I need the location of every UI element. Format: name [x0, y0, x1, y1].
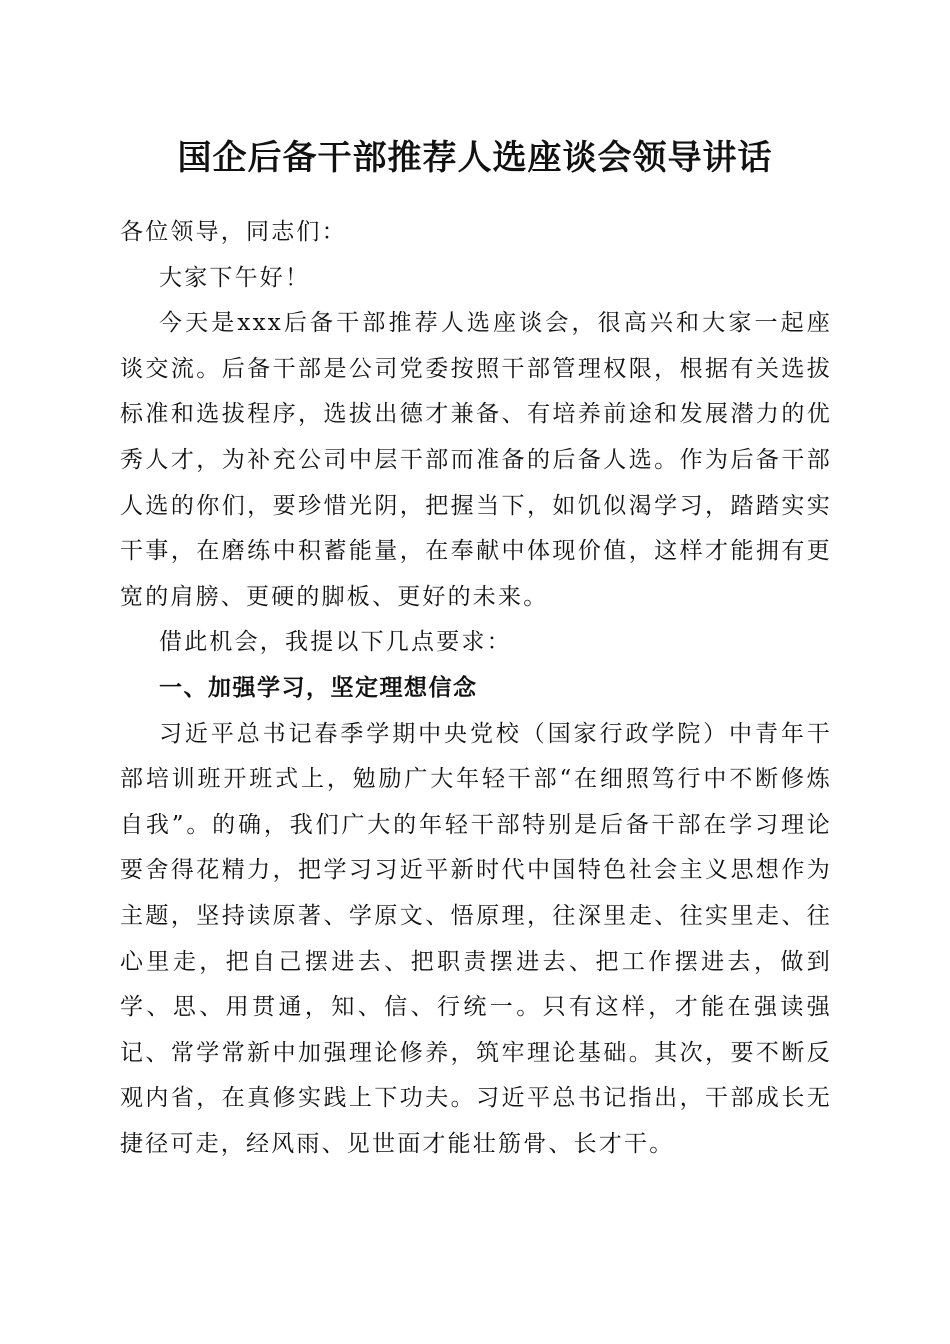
document-body: [120, 210, 832, 1167]
salutation: 各位领导，同志们：: [120, 219, 347, 245]
section-heading-1: 一、加强学习，坚定理想信念: [159, 674, 478, 701]
paragraph-requirements: 借此机会，我提以下几点要求：: [159, 629, 512, 656]
document-title: 国企后备干部推荐人选座谈会领导讲话: [177, 138, 773, 178]
paragraph-intro: 今天是xxx后备干部推荐人选座谈会，很高兴和大家一起座谈交流。后备干部是公司党委按照干部管理权限，根据有关选拔标准和选拔程序，选拔出德才兼备、有培养前途和发展潜力的优秀人才，为补充公司中层干部而准备的后备人选。作为后备干部人选的你们，要珍惜光阴，把握当下，如饥似渴学习，踏踏实实干事，在磨练中积蓄能量，在奉献中体现价值，这样才能拥有更宽的肩膀、更硬的脚板、更好的未来。: [120, 310, 832, 610]
greeting: 大家下午好！: [159, 264, 311, 291]
paragraph-section-1: 习近平总书记春季学期中央党校（国家行政学院）中青年干部培训班开班式上，勉励广大年轻干部“在细照笃行中不断修炼自我”。的确，我们广大的年轻干部特别是后备干部在学习理论要舍得花精力，把学习习近平新时代中国特色社会主义思想作为主题，坚持读原著、学原文、悟原理，往深里走、往实里走、往心里走，把自己摆进去、把职责摆进去、把工作摆进去，做到学、思、用贯通，知、信、行统一。只有这样，才能在强读强记、常学常新中加强理论修养，筑牢理论基础。其次，要不断反观内省，在真修实践上下功夫。习近平总书记指出，干部成长无捷径可走，经风雨、见世面才能壮筋骨、长才干。: [120, 720, 832, 1157]
